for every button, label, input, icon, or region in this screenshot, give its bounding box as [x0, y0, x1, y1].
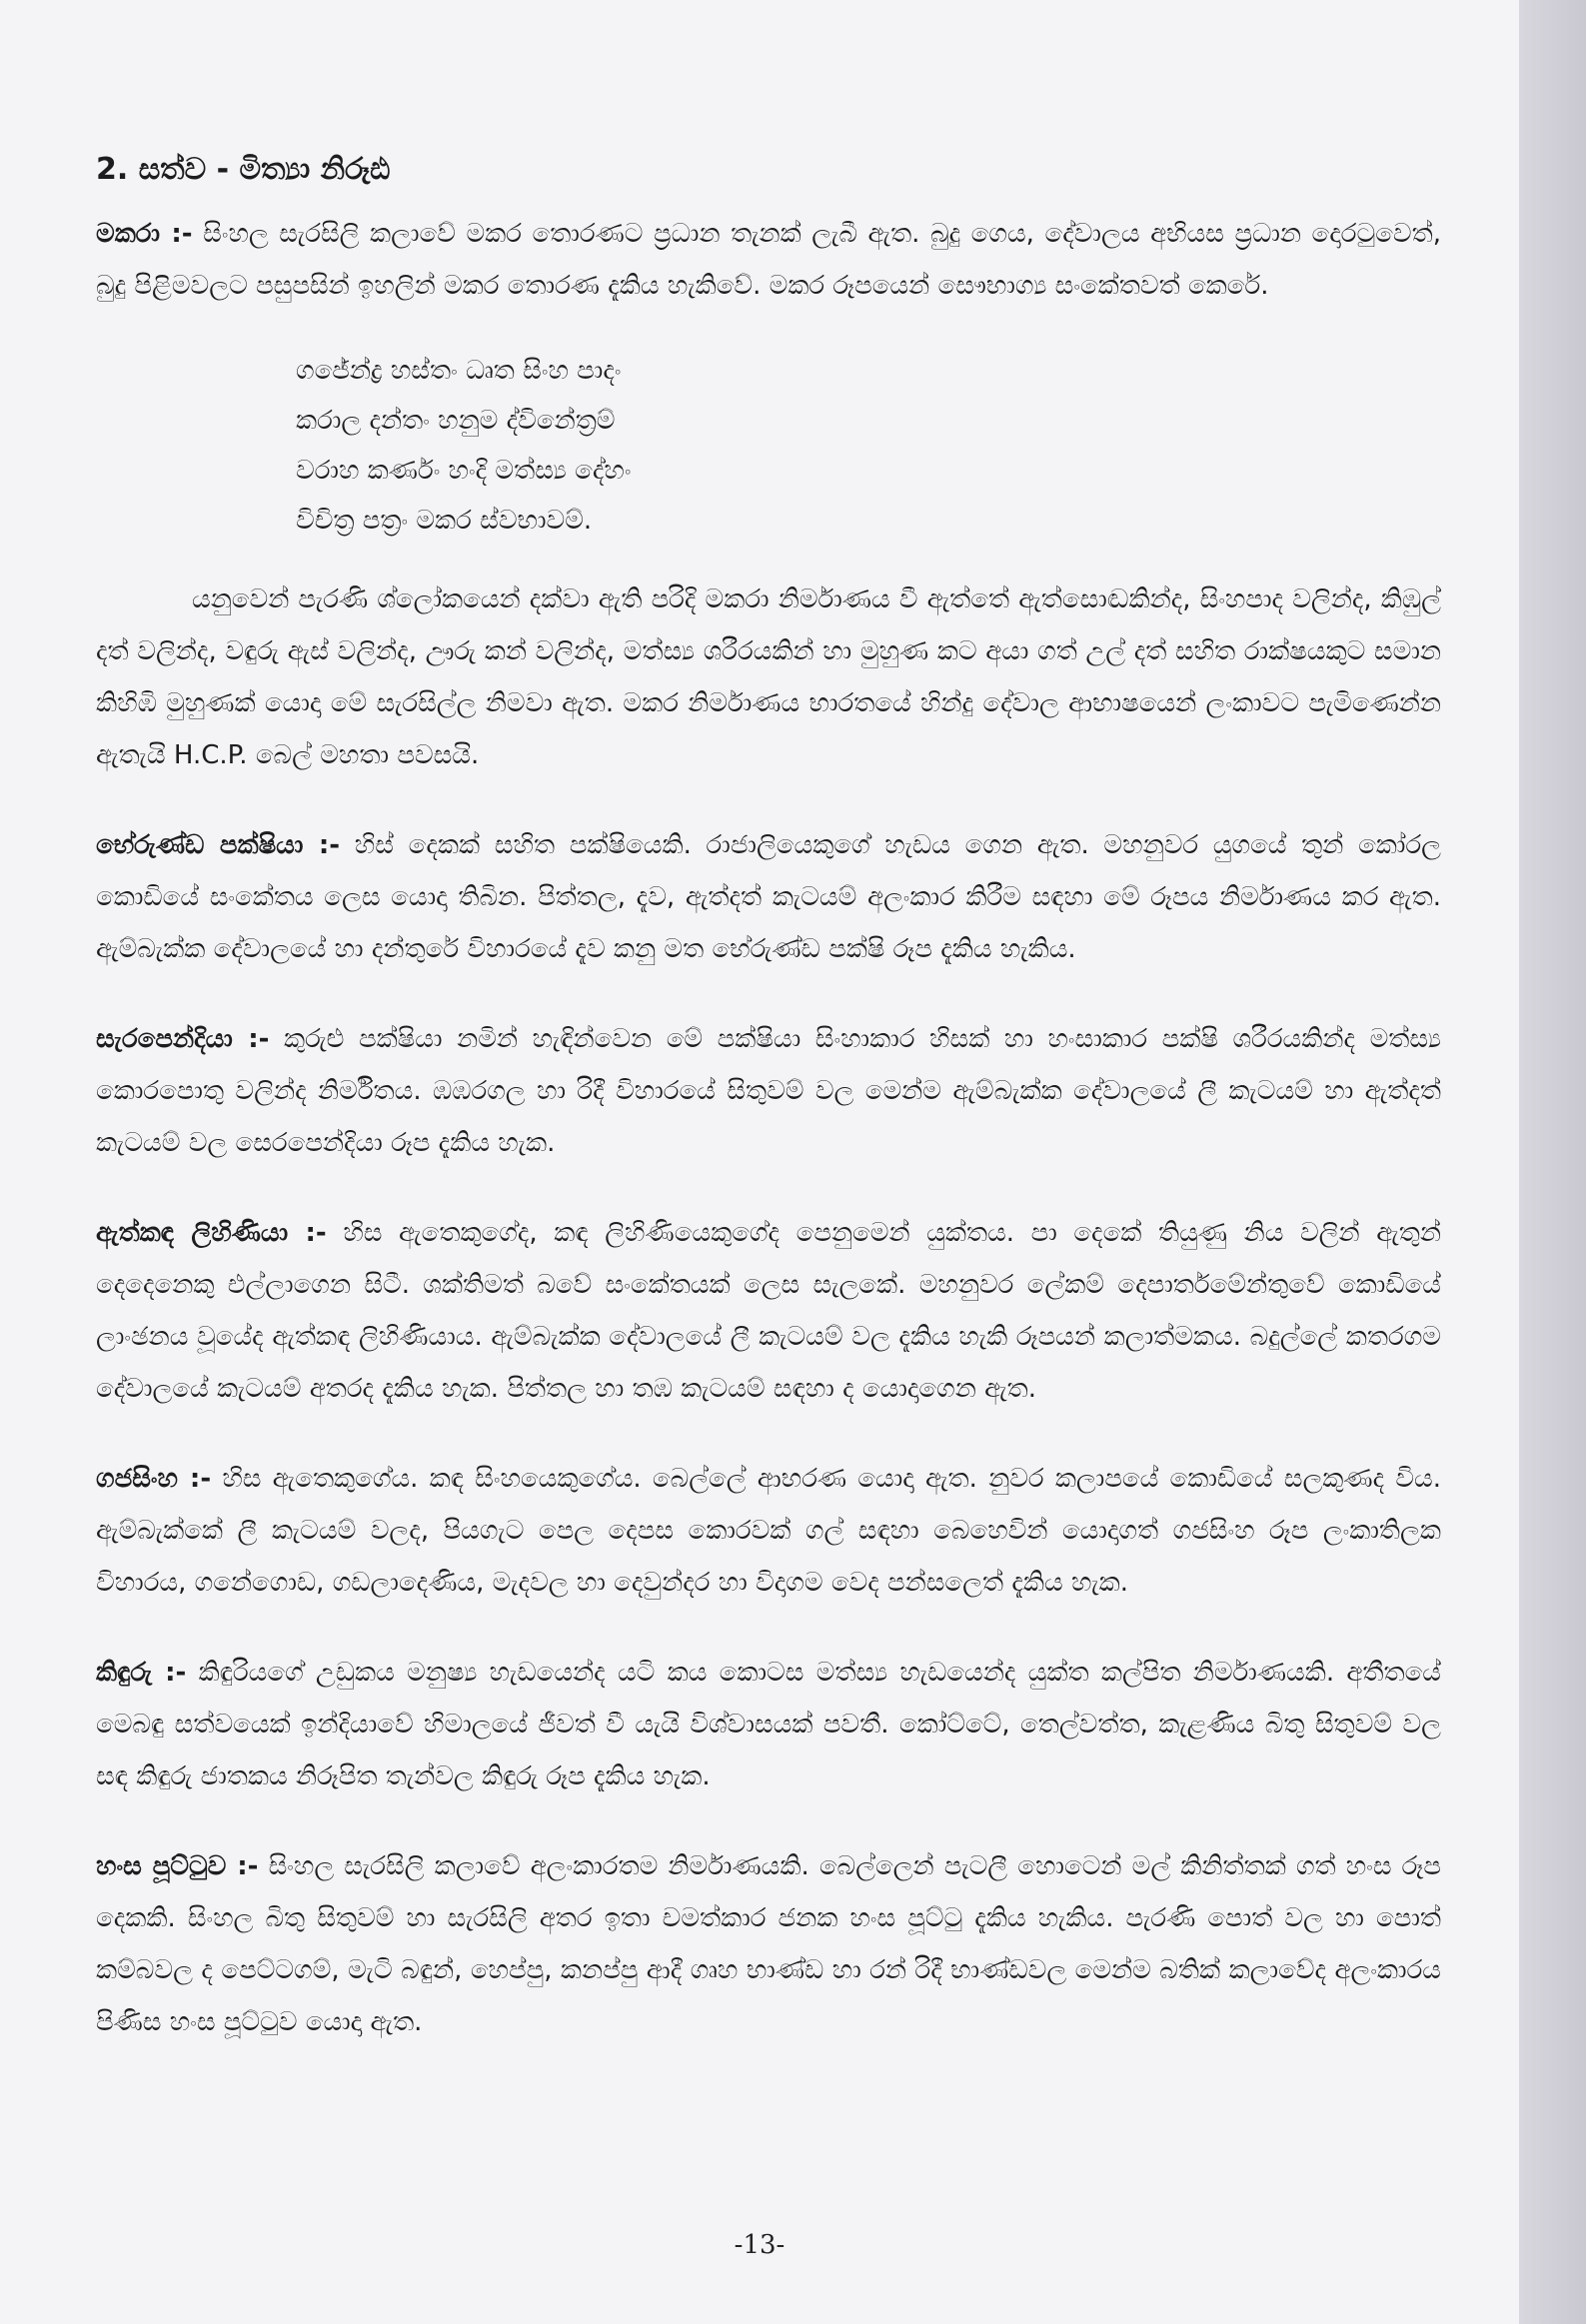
verse-line: කරාල දන්තං හනුම ද්විනේත්‍රම්: [296, 406, 616, 436]
page-edge-shadow: [1519, 0, 1586, 2324]
entry-term: කිඳුරු :-: [96, 1658, 187, 1688]
verse-line: ගජේන්ද්‍ර හස්තං ධෘත සිංහ පාදං: [296, 356, 622, 386]
entry-text: හිස ඇතෙකුගේය. කඳ සිංහයෙකුගේය. බෙල්ලේ ආභරණ යොදා ඇත. නුවර කලාපයේ කොඩියේ සලකුණද විය. ඇම්බැක්කේ ලී කැටයම් වලද, පියගැට පෙල දෙපස කොරවක් ගල් සඳහා බෙහෙවින් යොදාගත් ගජසිංහ රූප ලංකාතිලක විහාරය, ගනේගොඩ, ගඩලාදෙණිය, මැදවල හා දෙවුන්දර හා විදාගම වෙද පන්සලෙත් දැකිය හැක.: [96, 1464, 1441, 1598]
entry-athkanda: [96, 1207, 1441, 1415]
verse-line: වරාහ කර්ණං හංදි මත්ස්‍ය දේහං: [296, 456, 632, 486]
section-heading: 2. සත්ව - මිත්‍යා නිරූඪ: [96, 152, 391, 187]
entry-herunda: [96, 819, 1441, 975]
entry-gajasinha: [96, 1453, 1441, 1609]
entry-term: ගජසිංහ :-: [96, 1464, 212, 1494]
entry-term: භේරුණ්ඩ පක්ෂියා :-: [96, 830, 341, 860]
entry-text: කුරුළු පක්ෂියා නමින් හැඳින්වෙන මේ පක්ෂියා සිංහාකාර හිසක් හා හංසාකාර පක්ෂි ශරීරයකින්ද මත්ස්‍ය කොරපොතු වලින්ද නිර්මිතය. ඹඹරගල හා රිදී විහාරයේ සිතුවම් වල මෙන්ම ඇම්බැක්ක දේවාලයේ ලී කැටයම් හා ඇත්දත් කැටයම් වල සෙරපෙන්දියා රූප දැකිය හැක.: [96, 1024, 1441, 1158]
entry-text: හිස් දෙකක් සහිත පක්ෂියෙකි. රාජාලියෙකුගේ හැඩය ගෙන ඇත. මහනුවර යුගයේ තුන් කෝරල කොඩියේ සංකේතය ලෙස යොදා තිබින. පිත්තල, දැව, ඇත්දත් කැටයම් අලංකාර කිරීම සඳහා මේ රූපය නිර්මාණය කර ඇත. ඇම්බැක්ක දේවාලයේ හා දන්තුරේ විහාරයේ දැව කනු මත භේරුණ්ඩ පක්ෂි රූප දැකිය හැකිය.: [96, 830, 1441, 964]
entry-term: ඇත්කඳ ලිහිණියා :-: [96, 1218, 327, 1248]
athkanda-paragraph: [96, 1207, 1441, 1415]
entry-text: කිඳුරියගේ උඩුකය මනුෂ්‍ය හැඩයෙන්ද යටි කය කොටස මත්ස්‍ය හැඩයෙන්ද යුක්ත කල්පිත නිර්මාණයකි. අතීතයේ මෙබඳු සත්වයෙක් ඉන්දියාවේ හිමාලයේ ජීවත් වී යැයි විශ්වාසයක් පවතී. කෝට්ටේ, තෙල්වත්ත, කැළණිය බිතු සිතුවම් වල සඳ කිඳුරු ජාතකය නිරූපිත තැන්වල කිඳුරු රූප දැකිය හැක.: [96, 1658, 1441, 1791]
herunda-paragraph: [96, 819, 1441, 975]
kinduru-paragraph: [96, 1647, 1441, 1802]
verse-block: [296, 346, 1441, 546]
entry-text: හිස ඇතෙකුගේද, කඳ ලිහිණියෙකුගේද පෙනුමෙන් යුක්තය. පා දෙකේ තියුණු නිය වලින් ඇතුන් දෙදෙනෙකු එල්ලාගෙන සිටී. ශක්තිමත් බවේ සංකේතයක් ලෙස සැලකේ. මහනුවර ලේකම් දෙපාර්තමේන්තුවේ කොඩියේ ලාංඡනය වූයේද ඇත්කඳ ලිහිණියාය. ඇම්බැක්ක දේවාලයේ ලී කැටයම් වල දැකිය හැකි රූපයන් කලාත්මකය. බදුල්ලේ කතරගම දේවාලයේ කැටයම් අතරද දැකිය හැක. පිත්තල හා තඹ කැටයම් සඳහා ද යොදාගෙන ඇත.: [96, 1218, 1442, 1404]
verse-line: විචිත්‍ර පත්‍රං මකර ස්වභාවම්.: [296, 506, 593, 536]
entry-text: සිංහල සැරසිලි කලාවේ අලංකාරතම නිර්මාණයකි. බෙල්ලෙන් පැටලී හොටෙන් මල් කිනිත්තක් ගත් හංස රූප දෙකකි. සිංහල බිතු සිතුවම් හා සැරසිලි අතර ඉතා චමත්කාර ජනක හංස පූට්ටු දැකිය හැකිය. පැරණි පොත් වල හා පොත් කම්බවල ද පෙට්ටගම්, මැටි බඳුන්, හෙප්පු, කනප්පු ආදී ගෘහ භාණ්ඩ හා රන් රිදී භාණ්ඩවල මෙන්ම බතික් කලාවේද අලංකාරය පිණිස හංස පූට්ටුව යොදා ඇත.: [96, 1851, 1441, 2037]
page-number: -13-: [734, 2230, 786, 2260]
hansa-paragraph: [96, 1840, 1441, 2048]
entry-kinduru: [96, 1647, 1441, 1802]
page-content: [96, 150, 1441, 2086]
entry-makara: [96, 208, 1441, 781]
entry-serapendiya: [96, 1013, 1441, 1169]
entry-term: සැරපෙන්දියා :-: [96, 1024, 270, 1054]
makara-continuation: යනුවෙන් පැරණි ශ්ලෝකයෙන් දක්වා ඇති පරිදි මකරා නිර්මාණය වී ඇත්තේ ඇත්සොඬකින්ද, සිංහපාද වලින්ද, කිඹුල් දත් වලින්ද, වඳුරු ඇස් වලින්ද, ඌරු කන් වලින්ද, මත්ස්‍ය ශරීරයකින් හා මුහුණ කට අයා ගත් උල් දත් සහිත රාක්ෂයකුට සමාන කිහිඹි මුහුණක් යොදා මේ සැරසිල්ල නිමවා ඇත. මකර නිර්මාණය භාරතයේ හින්දු දේවාල ආභාෂයෙන් ලංකාවට පැමිණෙන්න ඇතැයි H.C.P. බෙල් මහතා පවසයි.: [96, 584, 1441, 770]
entry-text: සිංහල සැරසිලි කලාවේ මකර තොරණට ප්‍රධාන තැනක් ලැබී ඇත. බුදු ගෙය, දේවාලය අභියස ප්‍රධාන දොරටුවෙත්, බුදු පිළිමවලට පසුපසින් ඉහලින් මකර තොරණ දැකිය හැකිවේ. මකර රූපයෙන් සෞභාග්‍ය සංකේතවත් කෙරේ.: [96, 219, 1441, 301]
makara-paragraph: [96, 208, 1441, 312]
gajasinha-paragraph: [96, 1453, 1441, 1609]
serapendiya-paragraph: [96, 1013, 1441, 1169]
entry-term: හංස පූට්ටුව :-: [96, 1851, 259, 1881]
entry-hansa: [96, 1840, 1441, 2048]
entry-term: මකරා :-: [96, 219, 193, 249]
